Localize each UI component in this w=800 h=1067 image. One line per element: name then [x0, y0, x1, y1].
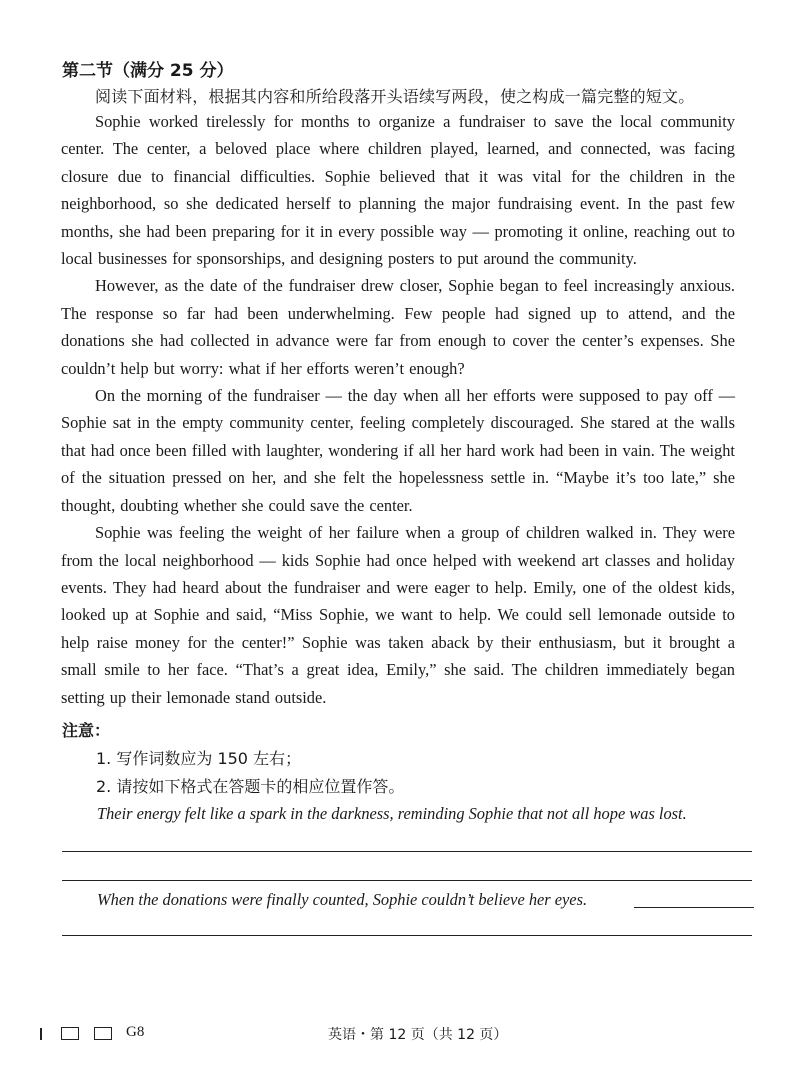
answer-line-3 — [634, 907, 754, 908]
footer-code: G8 — [126, 1024, 145, 1040]
footer-box-icon — [61, 1027, 79, 1040]
passage-paragraph-1: Sophie worked tirelessly for months to organize a fundraiser to save the local community center. The center, a beloved place where children played, learned, and connected, was facing closure due to financial difficulties. Sophie believed that it was vital for the children in the neighborhood, so she dedicated herself to planning the major fundraising event. In the past few months, she had been preparing for it in every possible way — promoting it online, reaching out to local businesses for sponsorships, and designing posters to put around the community. — [61, 112, 735, 269]
section-instruction: 阅读下面材料，根据其内容和所给段落开头语续写两段，使之构成一篇完整的短文。 — [95, 87, 695, 106]
answer-line-4 — [62, 935, 752, 936]
page-footer — [0, 1023, 800, 1047]
notes-title: 注意： — [62, 721, 111, 740]
passage-paragraph-3: On the morning of the fundraiser — the day when all her efforts were supposed to pay off — Sophie sat in the empty community center, feeling completely discouraged. She stared at the walls that had once been filled with laughter, wondering if all her hard work had been in vain. The weight of the situation pressed on her, and she felt the hopelessness settle in. “Maybe it’s too late,” she thought, doubting whether she could save the center. — [61, 386, 735, 515]
paragraph-opening-1: Their energy felt like a spark in the darkness, reminding Sophie that not all hope was lost. — [97, 804, 687, 823]
answer-line-1 — [62, 851, 752, 852]
answer-line-2 — [62, 880, 752, 881]
footer-page-info: 英语・第 12 页（共 12 页） — [328, 1027, 508, 1043]
footer-box-icon — [94, 1027, 112, 1040]
reading-passage — [61, 108, 735, 711]
passage-paragraph-4: Sophie was feeling the weight of her failure when a group of children walked in. They were from the local neighborhood — kids Sophie had once helped with weekend art classes and holiday events. They had heard about the fundraiser and were eager to help. Emily, one of the oldest kids, looked up at Sophie and said, “Miss Sophie, we want to help. We could sell lemonade outside to help raise money for the center!” Sophie was taken aback by their enthusiasm, but it brought a small smile to her face. “That’s a great idea, Emily,” she said. The children immediately began setting up their lemonade stand outside. — [61, 523, 735, 707]
note-item-format: 2. 请按如下格式在答题卡的相应位置作答。 — [96, 777, 405, 796]
passage-paragraph-2: However, as the date of the fundraiser drew closer, Sophie began to feel increasingly anxious. The response so far had been underwhelming. Few people had signed up to attend, and the donations she had collected in advance were far from enough to cover the center’s expenses. She couldn’t help but worry: what if her efforts weren’t enough? — [61, 276, 735, 378]
paragraph-opening-2: When the donations were finally counted, Sophie couldn’t believe her eyes. — [97, 890, 588, 909]
section-title: 第二节（满分 25 分） — [62, 61, 234, 81]
note-item-word-count: 1. 写作词数应为 150 左右； — [96, 749, 302, 768]
footer-tick-mark — [40, 1028, 42, 1040]
